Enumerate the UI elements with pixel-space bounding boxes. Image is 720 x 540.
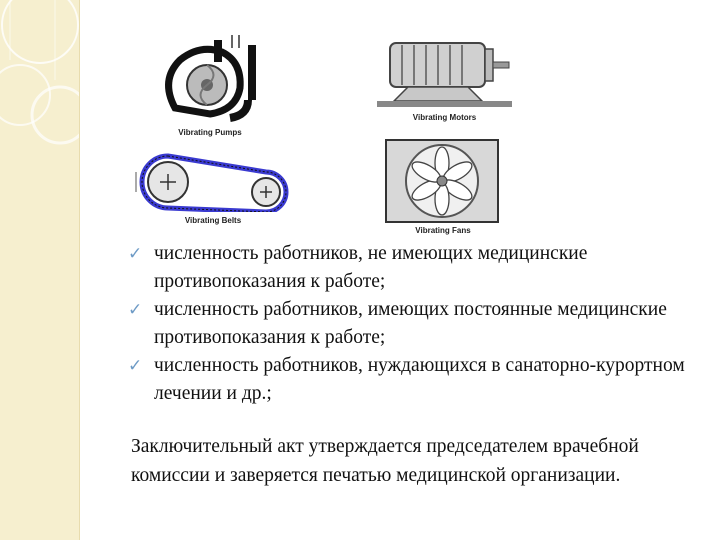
belt-icon [128, 150, 293, 212]
decorative-sidebar [0, 0, 80, 540]
decorative-circles [0, 0, 79, 540]
pump-icon [150, 30, 270, 130]
motor-illustration [372, 35, 517, 127]
pump-illustration [150, 30, 270, 140]
fans-caption: Vibrating Fans [415, 226, 471, 235]
closing-paragraph: Заключительный акт утверждается председателем врачебной комиссии и заверяется печатью медицинской организации. [131, 436, 639, 486]
bullet-item [128, 240, 708, 296]
pumps-caption: Vibrating Pumps [178, 128, 242, 137]
bullet-list [128, 240, 708, 408]
bullet-item [128, 352, 708, 408]
bullet-text: численность работников, не имеющих медицинские противопоказания к работе; [154, 243, 588, 292]
fan-illustration [378, 138, 508, 238]
checkmark-icon: ✓ [128, 244, 143, 264]
fan-icon [378, 138, 508, 224]
belt-illustration [128, 150, 293, 230]
belts-caption: Vibrating Belts [184, 216, 242, 225]
motor-icon [372, 35, 517, 111]
bullet-text: численность работников, нуждающихся в санаторно-курортном лечении и др.; [154, 355, 685, 404]
motors-caption: Vibrating Motors [412, 113, 477, 122]
checkmark-icon: ✓ [128, 356, 143, 376]
bullet-item [128, 296, 708, 352]
checkmark-icon: ✓ [128, 300, 143, 320]
bullet-text: численность работников, имеющих постоянные медицинские противопоказания к работе; [154, 299, 667, 348]
